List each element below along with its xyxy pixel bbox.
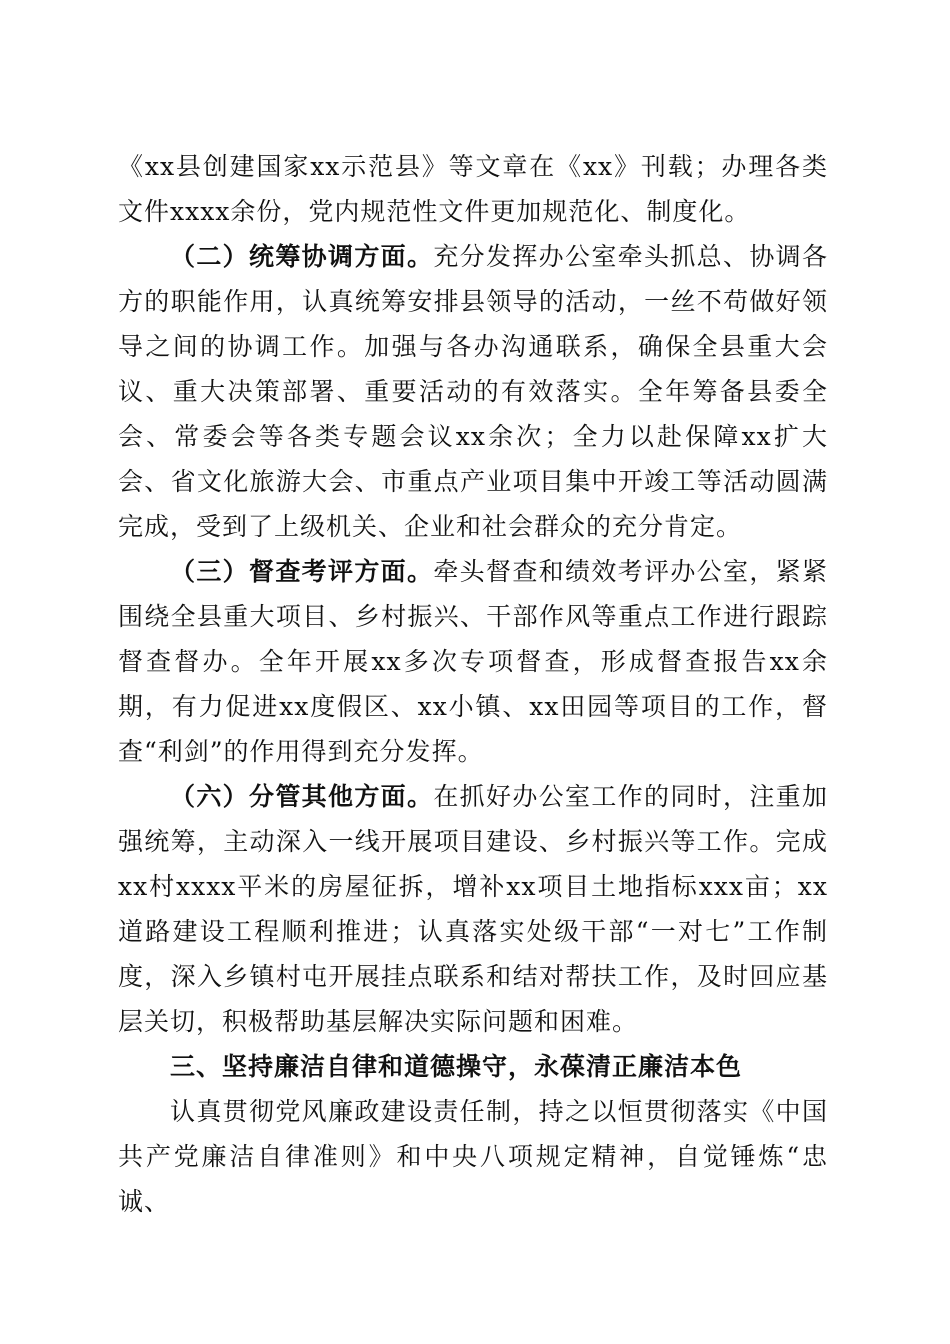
- paragraph-text: 《xx县创建国家xx示范县》等文章在《xx》刊载；办理各类文件xxxx余份，党内规范性文件更加规范化、制度化。: [118, 152, 828, 226]
- section-heading: 三、坚持廉洁自律和道德操守，永葆清正廉洁本色: [170, 1052, 743, 1081]
- paragraph-lead: （三）督查考评方面。: [170, 557, 434, 586]
- paragraph-supervision: [118, 549, 828, 774]
- document-body: [118, 144, 828, 1224]
- paragraph-lead: （六）分管其他方面。: [170, 782, 434, 811]
- paragraph-other-duties: [118, 774, 828, 1044]
- paragraph-coordination: [118, 234, 828, 549]
- paragraph-text: 牵头督查和绩效考评办公室，紧紧围绕全县重大项目、乡村振兴、干部作风等重点工作进行跟踪督查督办。全年开展xx多次专项督查，形成督查报告xx余期，有力促进xx度假区、xx小镇、xx田园等项目的工作，督查“利剑”的作用得到充分发挥。: [118, 557, 828, 766]
- paragraph-text: 在抓好办公室工作的同时，注重加强统筹，主动深入一线开展项目建设、乡村振兴等工作。完成xx村xxxx平米的房屋征拆，增补xx项目土地指标xxx亩；xx道路建设工程顺利推进；认真落实处级干部“一对七”工作制度，深入乡镇村屯开展挂点联系和结对帮扶工作，及时回应基层关切，积极帮助基层解决实际问题和困难。: [118, 782, 828, 1036]
- paragraph-integrity: [118, 1089, 828, 1224]
- paragraph-text: 充分发挥办公室牵头抓总、协调各方的职能作用，认真统筹安排县领导的活动，一丝不苟做好领导之间的协调工作。加强与各办沟通联系，确保全县重大会议、重大决策部署、重要活动的有效落实。全年筹备县委全会、常委会等各类专题会议xx余次；全力以赴保障xx扩大会、省文化旅游大会、市重点产业项目集中开竣工等活动圆满完成，受到了上级机关、企业和社会群众的充分肯定。: [118, 242, 828, 541]
- paragraph-continuation: [118, 144, 828, 234]
- paragraph-text: 认真贯彻党风廉政建设责任制，持之以恒贯彻落实《中国共产党廉洁自律准则》和中央八项规定精神，自觉锤炼“忠诚、: [118, 1097, 828, 1216]
- paragraph-lead: （二）统筹协调方面。: [170, 242, 434, 271]
